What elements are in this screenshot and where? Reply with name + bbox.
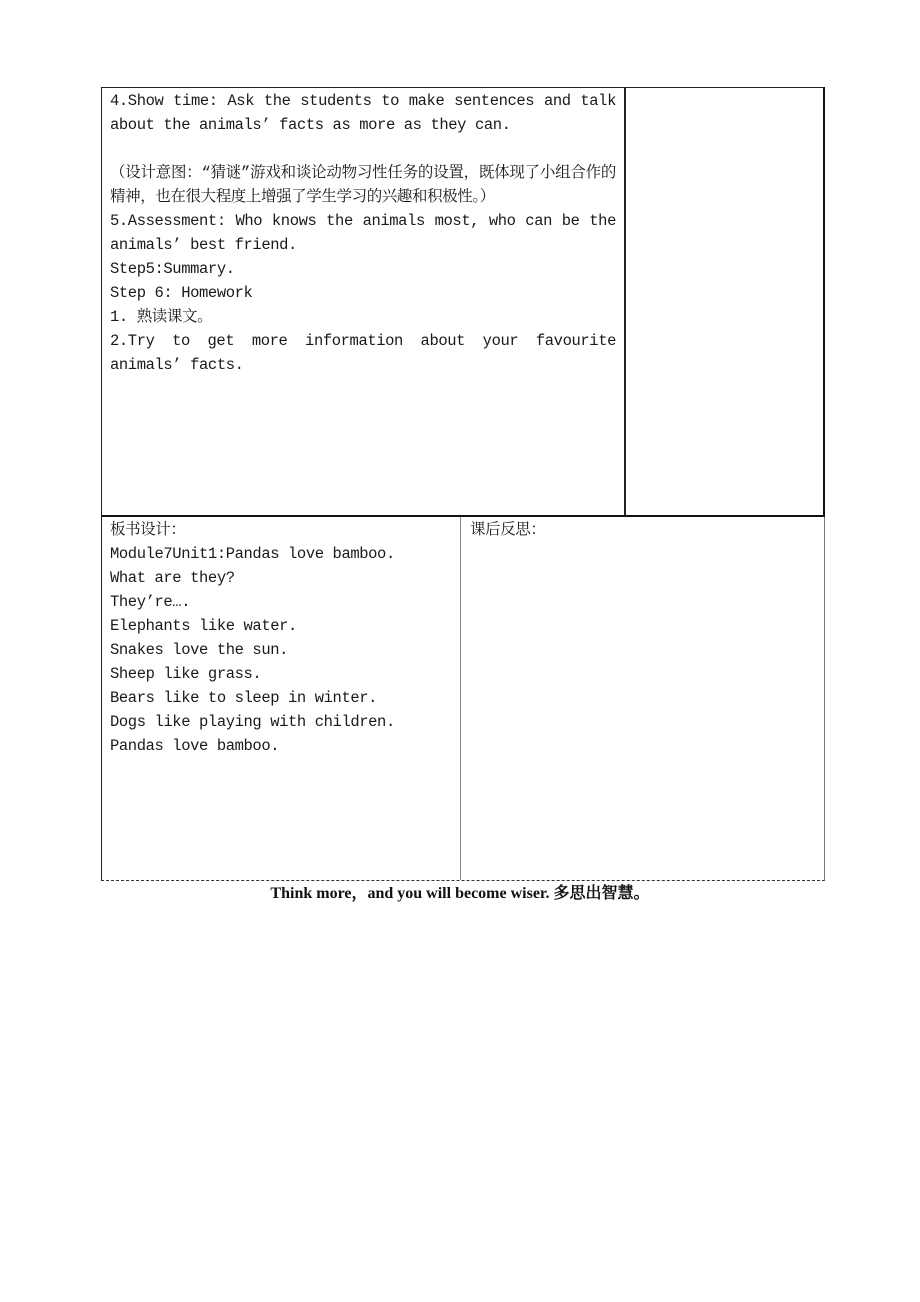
board-line: Elephants like water. (110, 617, 297, 635)
board-design-cell (102, 517, 461, 880)
board-design-heading: 板书设计： (110, 521, 186, 539)
step-4-show-time: 4.Show time: Ask the students to make sentences and talk about the animals’ facts as more as they can. (110, 92, 616, 134)
reflection-cell (461, 517, 824, 880)
board-line: Dogs like playing with children. (110, 713, 395, 731)
homework-item-1: 1. 熟读课文。 (110, 308, 213, 326)
board-design-table (101, 517, 825, 881)
board-line: Sheep like grass. (110, 665, 262, 683)
board-line-title: Module7Unit1:Pandas love bamboo. (110, 545, 395, 563)
step6-homework-heading: Step 6: Homework (110, 284, 253, 302)
procedure-cell (102, 88, 626, 515)
board-line: Snakes love the sun. (110, 641, 289, 659)
homework-item-2: 2.Try to get more information about your favourite animals’ facts. (110, 332, 616, 374)
reflection-heading: 课后反思： (470, 521, 546, 539)
board-line: Pandas love bamboo. (110, 737, 280, 755)
step5-summary: Step5:Summary. (110, 260, 235, 278)
board-line: What are they? (110, 569, 235, 587)
blank-line (110, 137, 616, 161)
design-intent-note: （设计意图：“猜谜”游戏和谈论动物习性任务的设置，既体现了小组合作的精神，也在很大程度上增强了学生学习的兴趣和积极性。） (110, 164, 616, 206)
board-line: Bears like to sleep in winter. (110, 689, 378, 707)
footer-motto: Think more，and you will become wiser. 多思出智慧。 (270, 885, 650, 902)
lesson-procedure-table (101, 87, 825, 517)
notes-cell (626, 88, 823, 515)
board-line: They’re…. (110, 593, 191, 611)
step-5-assessment: 5.Assessment: Who knows the animals most, who can be the animals’ best friend. (110, 212, 616, 254)
